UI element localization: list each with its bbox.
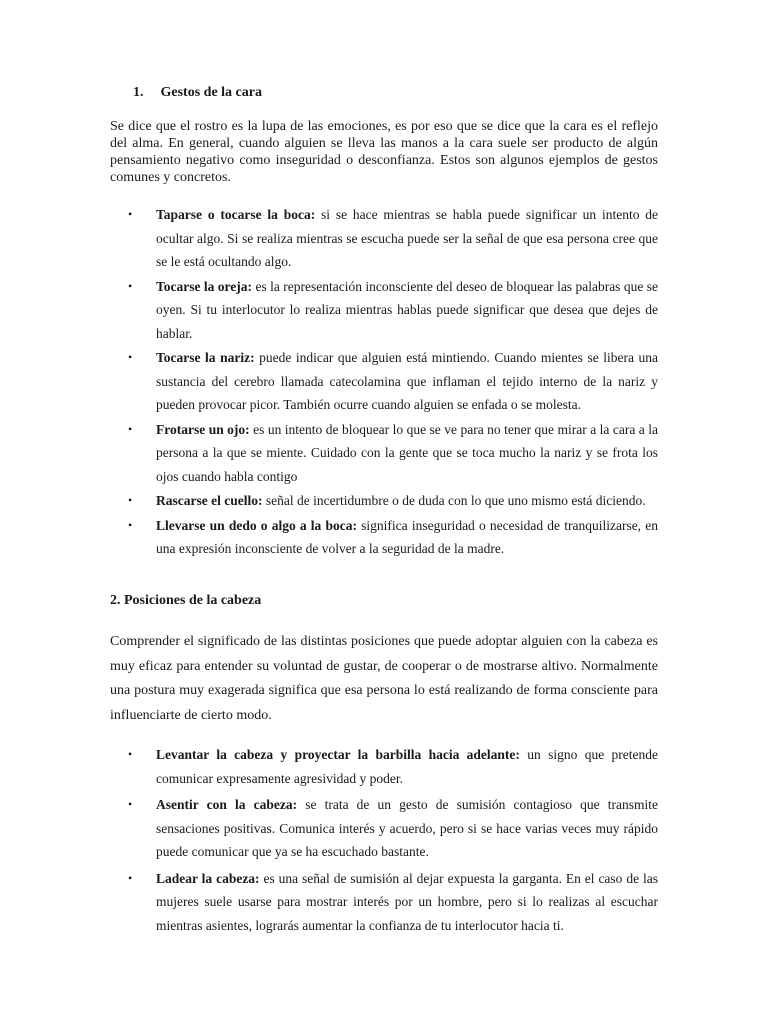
bullet-icon: •	[128, 207, 133, 221]
item-term: Levantar la cabeza y proyectar la barbilla hacia adelante:	[156, 747, 520, 762]
section-2-intro: Comprender el significado de las distintas posiciones que puede adoptar alguien con la cabeza es muy eficaz para entender su voluntad de gustar, de cooperar o de mostrarse altivo. Normalmente una postura muy exagerada significa que esa persona lo está realizando de forma consciente para influenciarte de cierto modo.	[110, 634, 658, 723]
section-1-title: Gestos de la cara	[160, 85, 262, 100]
bullet-icon: •	[128, 278, 133, 293]
item-text: señal de incertidumbre o de duda con lo que uno mismo está diciendo.	[262, 493, 646, 508]
list-item	[110, 867, 658, 938]
item-term: Asentir con la cabeza:	[156, 797, 298, 812]
item-term: Frotarse un ojo:	[156, 421, 250, 437]
section-2-heading: 2. Posiciones de la cabeza	[110, 593, 262, 608]
item-text: es la representación inconsciente del deseo de bloquear las palabras que se oyen. Si tu interlocutor lo realiza mientras hablas puede significar que desea que dejes de hablar.	[156, 278, 658, 341]
item-text: es un intento de bloquear lo que se ve para no tener que mirar a la cara a la persona a la que se miente. Cuidado con la gente que se toca mucho la nariz y se frota los ojos cuando habla contigo	[156, 421, 658, 484]
bullet-icon: •	[128, 421, 133, 436]
item-text: es una señal de sumisión al dejar expuesta la garganta. En el caso de las mujeres suele usarse para mostrar interés por un hombre, pero si lo realizas al escuchar mientras asientes, lograrás aumentar la confianza de tu interlocutor hacia ti.	[156, 870, 658, 933]
list-item	[110, 514, 658, 561]
item-text: significa inseguridad o necesidad de tranquilizarse, en una expresión inconsciente de volver a la seguridad de la madre.	[156, 517, 658, 556]
section-2-list	[110, 743, 658, 940]
bullet-icon: •	[128, 870, 133, 885]
section-1-list	[110, 203, 658, 562]
list-item	[110, 203, 658, 274]
item-term: Tocarse la nariz:	[156, 350, 255, 365]
bullet-icon: •	[128, 517, 133, 532]
bullet-icon: •	[128, 350, 133, 364]
item-text: se trata de un gesto de sumisión contagioso que transmite sensaciones positivas. Comunica interés y acuerdo, pero si se hace varias veces muy rápido puede comunicar que ya se ha escuchado bastante.	[156, 797, 658, 859]
list-item	[110, 418, 658, 489]
section-1-number: 1.	[133, 85, 144, 100]
item-term: Ladear la cabeza:	[156, 870, 260, 886]
item-term: Llevarse un dedo o algo a la boca:	[156, 517, 357, 533]
list-item	[110, 743, 658, 790]
section-1-heading	[133, 85, 262, 101]
item-term: Taparse o tocarse la boca:	[156, 207, 316, 222]
item-term: Rascarse el cuello:	[156, 493, 263, 508]
item-term: Tocarse la oreja:	[156, 278, 253, 294]
section-1-intro: Se dice que el rostro es la lupa de las emociones, es por eso que se dice que la cara es el reflejo del alma. En general, cuando alguien se lleva las manos a la cara suele ser producto de algún pensamiento negativo como inseguridad o desconfianza. Estos son algunos ejemplos de gestos comunes y concretos.	[110, 119, 658, 185]
bullet-icon: •	[128, 747, 133, 761]
list-item	[110, 793, 658, 864]
item-text: un signo que pretende comunicar expresamente agresividad y poder.	[156, 747, 658, 786]
list-item	[110, 346, 658, 417]
bullet-icon: •	[128, 797, 133, 811]
item-text: puede indicar que alguien está mintiendo. Cuando mientes se libera una sustancia del cerebro llamada catecolamina que inflaman el tejido interno de la nariz y pueden provocar picor. También ocurre cuando alguien se enfada o se molesta.	[156, 350, 658, 412]
item-text: si se hace mientras se habla puede significar un intento de ocultar algo. Si se realiza mientras se escucha puede ser la señal de que esa persona cree que se le está ocultando algo.	[156, 207, 658, 269]
list-item	[110, 275, 658, 346]
bullet-icon: •	[128, 493, 133, 507]
list-item	[110, 489, 658, 513]
